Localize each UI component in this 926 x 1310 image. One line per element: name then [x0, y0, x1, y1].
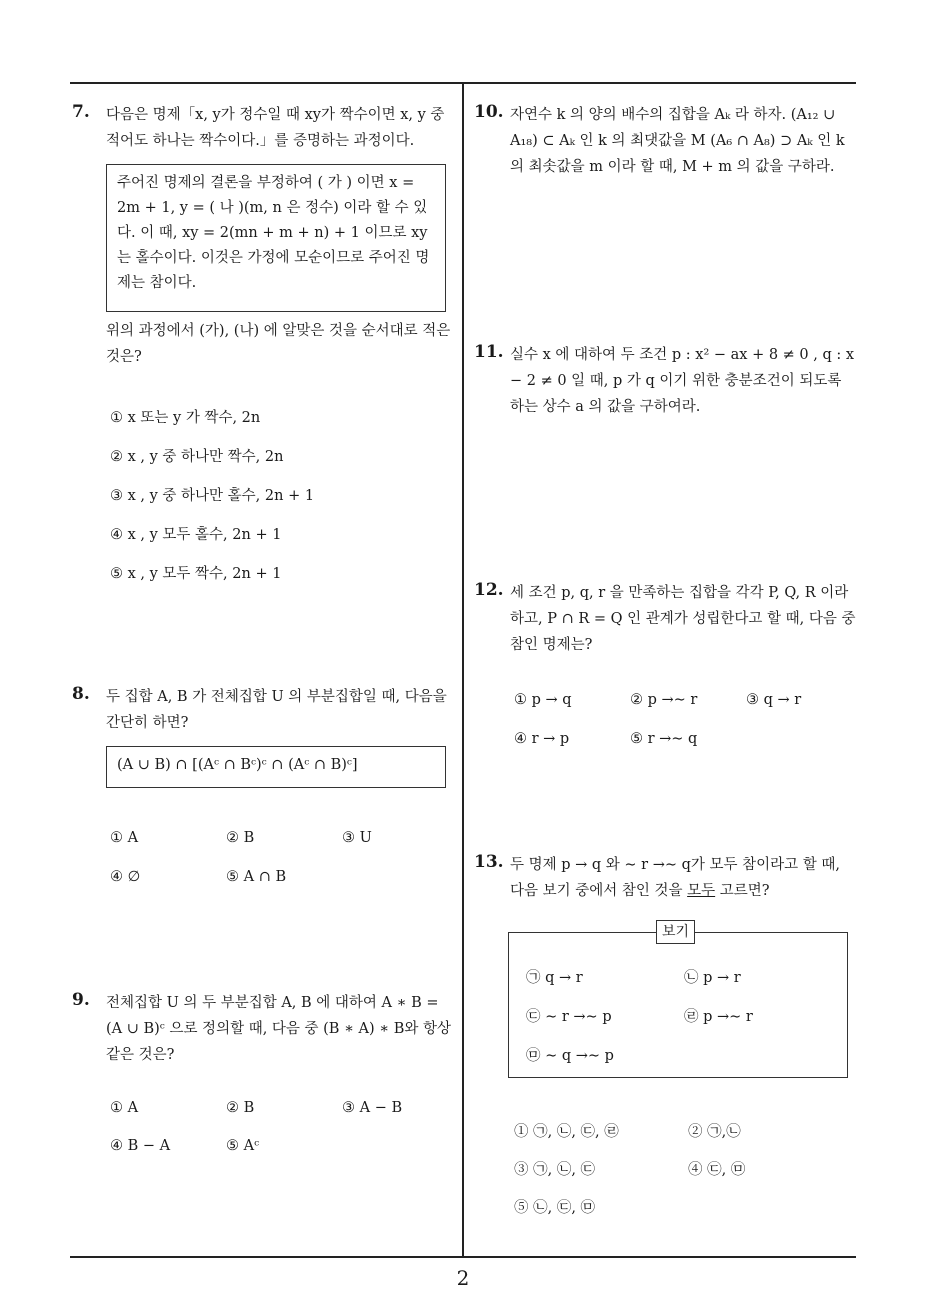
question-10	[474, 102, 860, 192]
column-divider	[462, 84, 464, 1256]
choice-1[interactable]: ① ㉠, ㉡, ㉢, ㉣	[514, 1124, 619, 1140]
emphasis-text: 모두	[687, 883, 716, 899]
question-text-part: 두 명제 p → q 와 ∼ r →∼ q가 모두 참이라고 할 때, 다음 보기 중에서 참인 것을	[510, 857, 840, 899]
question-prompt: 위의 과정에서 (가), (나) 에 알맞은 것을 순서대로 적은 것은?	[106, 323, 451, 365]
question-text: 세 조건 p, q, r 을 만족하는 집합을 각각 P, Q, R 이라 하고, P ∩ R = Q 인 관계가 성립한다고 할 때, 다음 중 참인 명제는?	[510, 585, 856, 653]
choice-5[interactable]: ⑤ A ∩ B	[226, 869, 287, 885]
boki-item: ㉤ ∼ q →∼ p	[526, 1048, 614, 1064]
choice-5[interactable]: ⑤ r →∼ q	[630, 731, 698, 747]
question-text: 실수 x 에 대하여 두 조건 p : x² − ax + 8 ≠ 0 , q : x − 2 ≠ 0 일 때, p 가 q 이기 위한 충분조건이 되도록 하는 상수 a 의 값을 구하여라.	[510, 347, 855, 415]
choice-3[interactable]: ③ U	[342, 830, 372, 846]
bottom-rule	[70, 1256, 856, 1258]
choice-2[interactable]: ② B	[226, 1100, 255, 1116]
choice-3[interactable]: ③ q → r	[746, 692, 802, 708]
question-number: 13.	[474, 852, 504, 872]
choice-3[interactable]: ③ ㉠, ㉡, ㉢	[514, 1162, 596, 1178]
choice-5[interactable]: ⑤ ㉡, ㉢, ㉤	[514, 1200, 596, 1216]
choice-1[interactable]: ① x 또는 y 가 짝수, 2n	[110, 410, 261, 426]
boki-item: ㉢ ∼ r →∼ p	[526, 1009, 612, 1025]
boki-item: ㉠ q → r	[526, 970, 583, 986]
choice-5[interactable]: ⑤ Aᶜ	[226, 1138, 260, 1154]
question-11	[474, 342, 860, 432]
question-text-part: 고르면?	[715, 883, 770, 899]
question-text: 전체집합 U 의 두 부분집합 A, B 에 대하여 A ∗ B = (A ∪ B)ᶜ 으로 정의할 때, 다음 중 (B ∗ A) ∗ B와 항상 같은 것은?	[106, 995, 452, 1063]
question-number: 7.	[72, 102, 90, 122]
question-text: 자연수 k 의 양의 배수의 집합을 Aₖ 라 하자. (A₁₂ ∪ A₁₈) ⊂ Aₖ 인 k 의 최댓값을 M (A₆ ∩ A₈) ⊃ Aₖ 인 k 의 최솟값을 m 이라 할 때, M + m 의 값을 구하라.	[510, 107, 845, 175]
question-text: 두 집합 A, B 가 전체집합 U 의 부분집합일 때, 다음을 간단히 하면?	[106, 689, 447, 731]
question-number: 10.	[474, 102, 504, 122]
choice-4[interactable]: ④ x , y 모두 홀수, 2n + 1	[110, 527, 282, 543]
question-13	[474, 852, 860, 1222]
page-number: 2	[456, 1266, 470, 1290]
question-9	[72, 990, 456, 1170]
question-12	[474, 580, 860, 760]
question-7	[72, 102, 456, 582]
expression-box: (A ∪ B) ∩ [(Aᶜ ∩ Bᶜ)ᶜ ∩ (Aᶜ ∩ B)ᶜ]	[106, 746, 446, 788]
choice-4[interactable]: ④ r → p	[514, 731, 570, 747]
choice-3[interactable]: ③ x , y 중 하나만 홀수, 2n + 1	[110, 488, 315, 504]
boki-item: ㉣ p →∼ r	[684, 1009, 753, 1025]
question-number: 9.	[72, 990, 90, 1010]
choice-5[interactable]: ⑤ x , y 모두 짝수, 2n + 1	[110, 566, 282, 582]
question-number: 12.	[474, 580, 504, 600]
choice-1[interactable]: ① A	[110, 1100, 139, 1116]
question-number: 8.	[72, 684, 90, 704]
proof-box: 주어진 명제의 결론을 부정하여 ( 가 ) 이면 x = 2m + 1, y = ( 나 )(m, n 은 정수) 이라 할 수 있다. 이 때, xy = 2(mn + m + n) + 1 이므로 xy 는 홀수이다. 이것은 가정에 모순이므로 주어진 명제는 참이다.	[106, 164, 446, 312]
choice-1[interactable]: ① p → q	[514, 692, 572, 708]
choice-2[interactable]: ② p →∼ r	[630, 692, 698, 708]
choice-3[interactable]: ③ A − B	[342, 1100, 403, 1116]
choice-4[interactable]: ④ ㉢, ㉤	[688, 1162, 746, 1178]
choice-2[interactable]: ② ㉠,㉡	[688, 1124, 741, 1140]
choice-2[interactable]: ② x , y 중 하나만 짝수, 2n	[110, 449, 284, 465]
boki-label: 보기	[656, 920, 695, 944]
question-number: 11.	[474, 342, 504, 362]
question-text: 다음은 명제「x, y가 정수일 때 xy가 짝수이면 x, y 중 적어도 하나는 짝수이다.」를 증명하는 과정이다.	[106, 107, 445, 149]
question-text	[510, 852, 858, 904]
choice-4[interactable]: ④ B − A	[110, 1138, 171, 1154]
choice-2[interactable]: ② B	[226, 830, 255, 846]
choice-4[interactable]: ④ ∅	[110, 869, 141, 885]
boki-item: ㉡ p → r	[684, 970, 741, 986]
question-8	[72, 684, 456, 894]
choice-1[interactable]: ① A	[110, 830, 139, 846]
